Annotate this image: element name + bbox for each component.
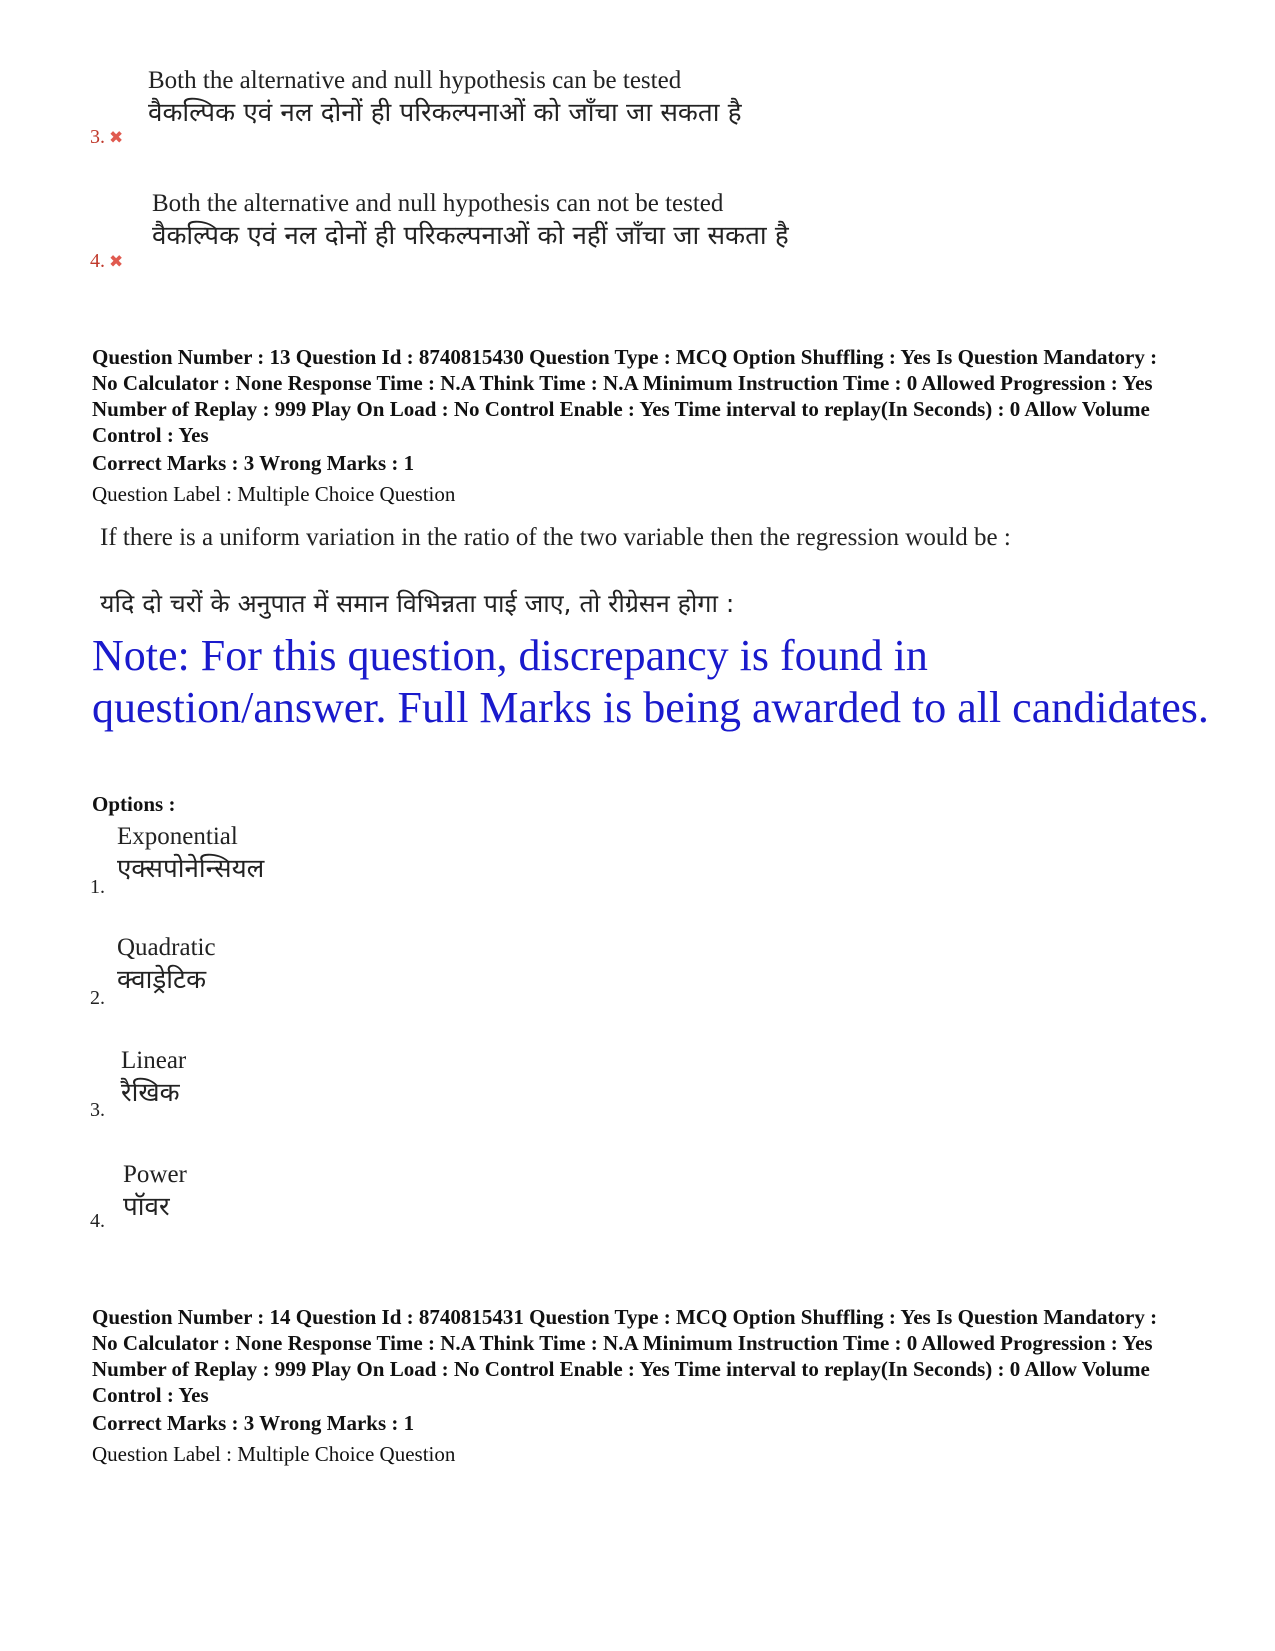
option-text-hi: पॉवर — [123, 1192, 170, 1222]
option-text-hi: एक्सपोनेन्सियल — [117, 854, 265, 884]
q13-meta: Question Number : 13 Question Id : 8740815430 Question Type : MCQ Option Shuffling : Yes Is Question Mandatory : No Calculator : None Response Time : N.A Think Time : N.A Minimum Instruction Time : 0 Allowed Progression : Yes Number of Replay : 999 Play On Load : No Control Enable : Yes Time interval to replay(In Seconds) : 0 Allow Volume Control : Yes — [92, 345, 1158, 447]
q13-label: Question Label : Multiple Choice Question — [92, 482, 456, 506]
q13-option-2-number: 2. — [90, 987, 105, 1009]
option-number: 3. — [90, 126, 105, 148]
discrepancy-note: Note: For this question, discrepancy is found in question/answer. Full Marks is being awarded to all candidates. — [92, 631, 1209, 732]
options-title: Options : — [92, 792, 176, 816]
q13-text-en: If there is a uniform variation in the ratio of the two variable then the regression would be : — [100, 524, 1011, 551]
option-text-en: Exponential — [117, 823, 238, 850]
prev-option-3-number — [90, 126, 123, 149]
q13-option-3 — [121, 1046, 186, 1110]
prev-option-4-number — [90, 250, 123, 273]
prev-option-3 — [148, 66, 742, 130]
option-text-hi: रैखिक — [121, 1078, 180, 1108]
option-text-en: Both the alternative and null hypothesis can not be tested — [152, 190, 724, 217]
q14-marks: Correct Marks : 3 Wrong Marks : 1 — [92, 1411, 415, 1435]
wrong-mark-icon: ✖ — [109, 252, 124, 272]
option-text-en: Linear — [121, 1047, 187, 1074]
q13-option-3-number: 3. — [90, 1099, 105, 1121]
q13-marks: Correct Marks : 3 Wrong Marks : 1 — [92, 451, 415, 475]
q13-option-1 — [117, 822, 264, 886]
q13-option-4 — [123, 1160, 187, 1224]
wrong-mark-icon: ✖ — [109, 128, 124, 148]
q14-label: Question Label : Multiple Choice Question — [92, 1442, 456, 1466]
q13-text-hi: यदि दो चरों के अनुपात में समान विभिन्नता पाई जाए, तो रीग्रेसन होगा : — [100, 589, 735, 618]
prev-option-4 — [152, 189, 789, 253]
option-number: 4. — [90, 250, 105, 272]
q13-option-4-number: 4. — [90, 1210, 105, 1232]
q13-option-2 — [117, 933, 216, 997]
option-text-hi: क्वाड्रेटिक — [117, 965, 207, 995]
option-text-en: Both the alternative and null hypothesis can be tested — [148, 67, 682, 94]
option-text-hi: वैकल्पिक एवं नल दोनों ही परिकल्पनाओं को नहीं जाँचा जा सकता है — [152, 221, 789, 251]
option-text-en: Power — [123, 1161, 187, 1188]
option-text-hi: वैकल्पिक एवं नल दोनों ही परिकल्पनाओं को जाँचा जा सकता है — [148, 98, 742, 128]
option-text-en: Quadratic — [117, 934, 216, 961]
q13-option-1-number: 1. — [90, 876, 105, 898]
q14-meta: Question Number : 14 Question Id : 8740815431 Question Type : MCQ Option Shuffling : Yes Is Question Mandatory : No Calculator : None Response Time : N.A Think Time : N.A Minimum Instruction Time : 0 Allowed Progression : Yes Number of Replay : 999 Play On Load : No Control Enable : Yes Time interval to replay(In Seconds) : 0 Allow Volume Control : Yes — [92, 1305, 1158, 1407]
